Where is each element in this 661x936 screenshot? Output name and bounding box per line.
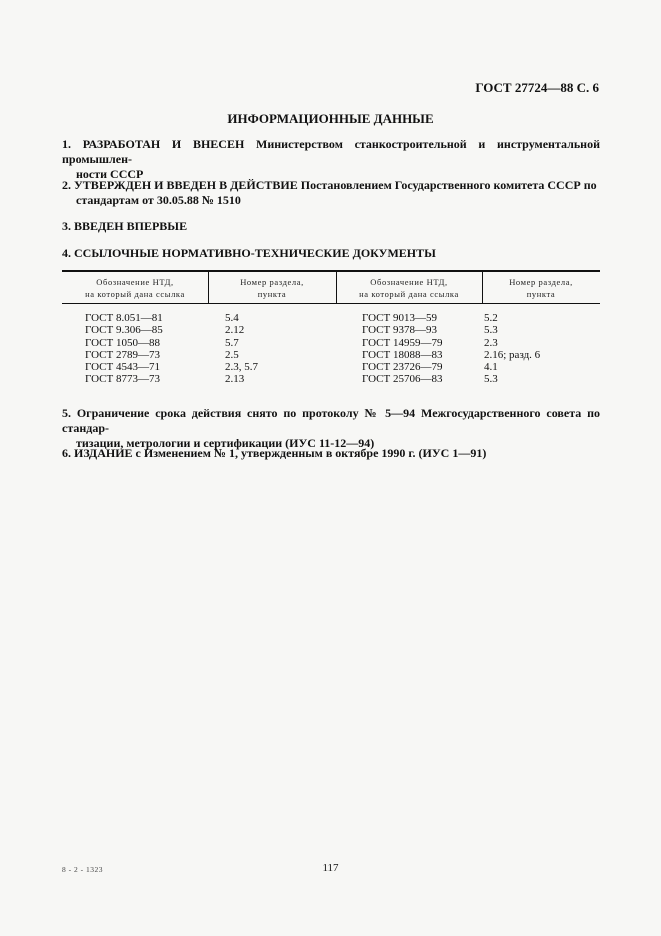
header-line: пункта (526, 289, 556, 299)
table-cell: 2.3, 5.7 (225, 361, 258, 374)
page-number: 117 (322, 862, 339, 874)
left-docs-column (85, 312, 163, 386)
item-introduced: 3. ВВЕДЕН ВПЕРВЫЕ (62, 219, 188, 233)
left-refs-column (225, 312, 258, 386)
header-line: Обозначение НТД, (96, 277, 174, 287)
table-cell: ГОСТ 9378—93 (362, 324, 437, 337)
item-developed-text-cont: ности СССР (76, 167, 144, 181)
print-code: 8 - 2 - 1323 (62, 865, 103, 874)
item-approved-lead: 2. УТВЕРЖДЕН И ВВЕДЕН В ДЕЙСТВИЕ (62, 178, 298, 192)
table-cell: 2.16; разд. 6 (484, 348, 541, 361)
item-validity (62, 406, 600, 451)
item-developed-lead: 1. РАЗРАБОТАН И ВНЕСЕН (62, 137, 245, 151)
table-cell: ГОСТ 9.306—85 (85, 324, 163, 337)
item-approved-text: Постановлением Государственного комитета СССР по (300, 178, 597, 192)
table-cell: ГОСТ 8773—73 (85, 373, 160, 386)
table-header-ref-right (482, 276, 600, 300)
table-header-rule (62, 303, 600, 304)
table-cell: 2.5 (225, 348, 239, 361)
item-approved (62, 178, 600, 208)
table-top-rule (62, 270, 600, 272)
header-line: на который дана ссылка (85, 289, 185, 299)
right-docs-column (362, 312, 442, 386)
header-line: Номер раздела, (509, 277, 573, 287)
header-line: пункта (257, 289, 287, 299)
item-validity-text-cont: тизации, метрологии и сертификации (ИУС 11-12—94) (76, 436, 375, 450)
table-cell: ГОСТ 1050—88 (85, 336, 160, 349)
table-cell: ГОСТ 9013—59 (362, 312, 437, 324)
right-refs-column (484, 312, 540, 386)
table-header-ref-left (208, 276, 336, 300)
table-cell: 4.1 (484, 361, 498, 374)
table-cell: ГОСТ 23726—79 (362, 361, 443, 374)
table-cell: ГОСТ 25706—83 (362, 373, 443, 386)
item-validity-text: 5. Ограничение срока действия снято по протоколу № 5—94 Межгосударственного совета по стандар- (62, 406, 600, 435)
header-line: на который дана ссылка (359, 289, 459, 299)
table-cell: 5.2 (484, 312, 498, 324)
item-edition: 6. ИЗДАНИЕ с Изменением № 1, утвержденным в октябре 1990 г. (ИУС 1—91) (62, 446, 487, 460)
item-developed (62, 137, 600, 182)
table-header-doc-right (336, 276, 482, 300)
table-cell: 5.7 (225, 336, 239, 349)
table-cell: ГОСТ 8.051—81 (85, 312, 163, 324)
header-line: Номер раздела, (240, 277, 304, 287)
table-cell: 5.4 (225, 312, 239, 324)
item-references-title: 4. ССЫЛОЧНЫЕ НОРМАТИВНО-ТЕХНИЧЕСКИЕ ДОКУМЕНТЫ (62, 246, 436, 260)
item-approved-text-cont: стандартам от 30.05.88 № 1510 (76, 193, 241, 207)
table-cell: 2.12 (225, 324, 245, 337)
table-header-doc-left (62, 276, 208, 300)
document-header: ГОСТ 27724—88 С. 6 (475, 80, 599, 95)
table-cell: ГОСТ 2789—73 (85, 348, 160, 361)
table-cell: 5.3 (484, 373, 498, 386)
table-cell: ГОСТ 14959—79 (362, 336, 443, 349)
table-cell: 2.13 (225, 373, 245, 386)
section-title: ИНФОРМАЦИОННЫЕ ДАННЫЕ (227, 111, 434, 126)
table-cell: 5.3 (484, 324, 498, 337)
table-cell: ГОСТ 4543—71 (85, 361, 160, 374)
item-developed-text: Министерством станкостроительной и инструментальной промышлен- (62, 137, 601, 166)
table-cell: 2.3 (484, 336, 498, 349)
header-line: Обозначение НТД, (370, 277, 448, 287)
table-cell: ГОСТ 18088—83 (362, 348, 443, 361)
